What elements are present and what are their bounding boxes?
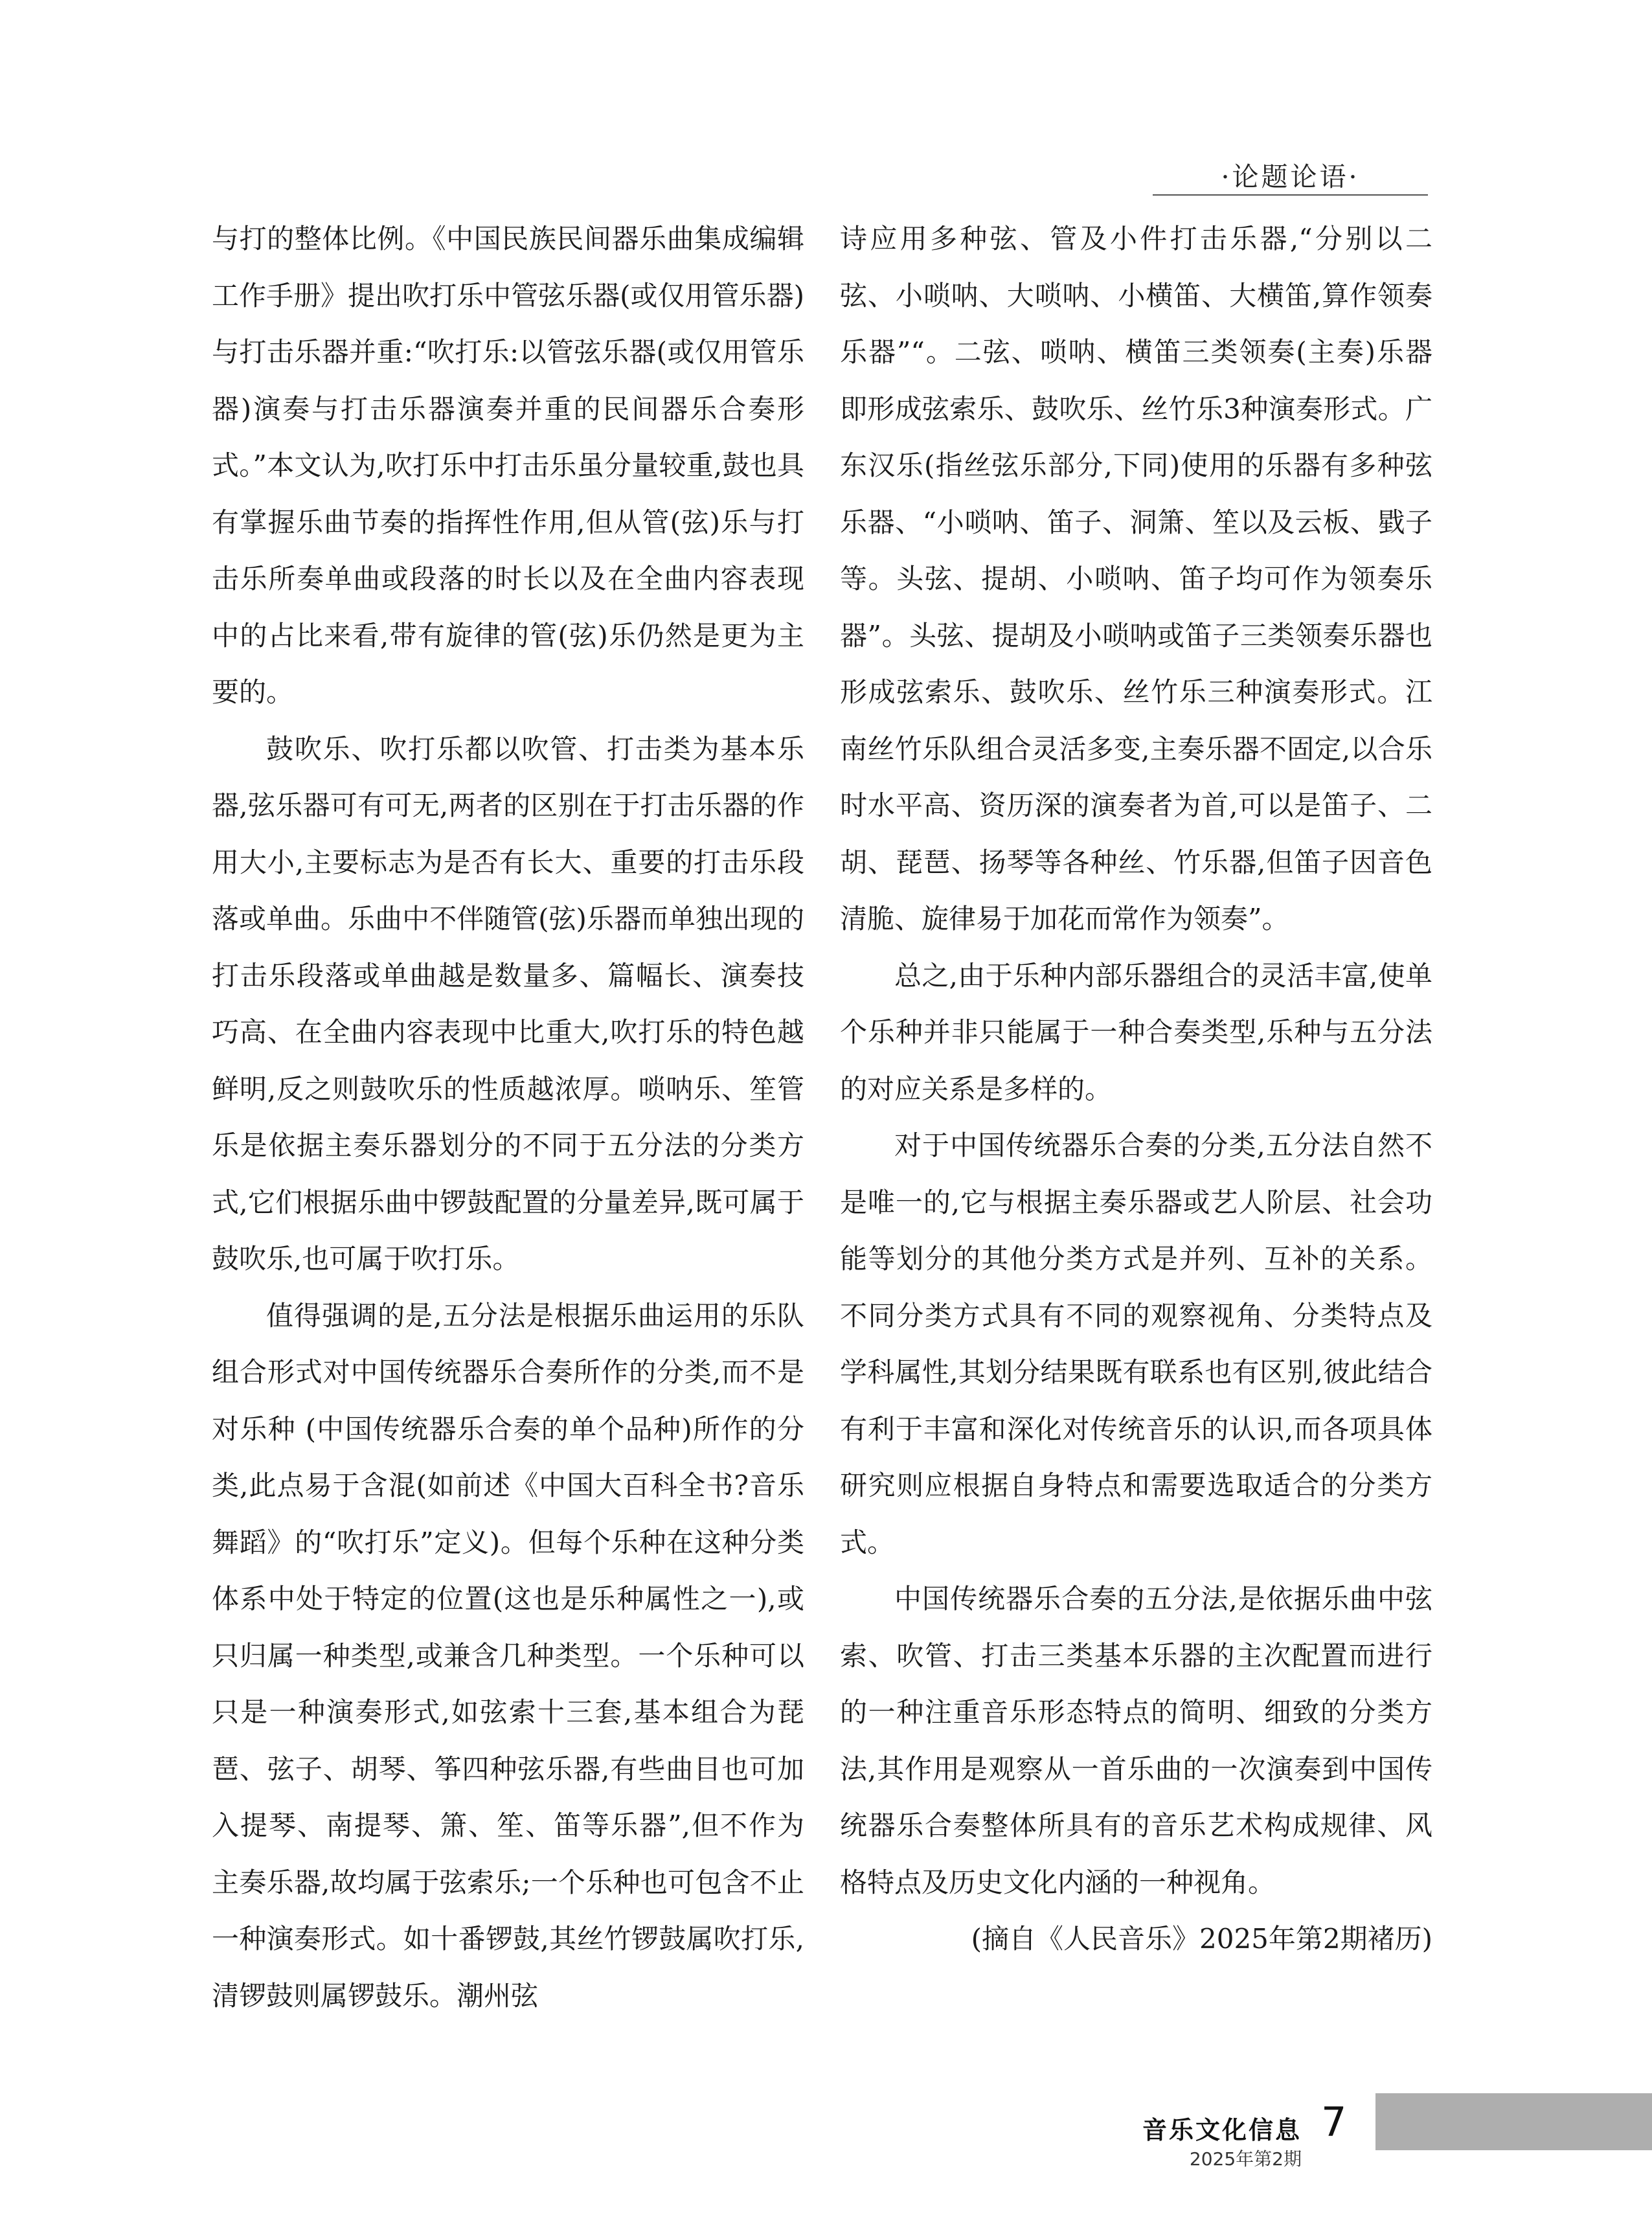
paragraph: 对于中国传统器乐合奏的分类,五分法自然不是唯一的,它与根据主奏乐器或艺人阶层、社会功能等划分的其他分类方式是并列、互补的关系。不同分类方式具有不同的观察视角、分类特点及学科属性,其划分结果既有联系也有区别,彼此结合有利于丰富和深化对传统音乐的认识,而各项具体研究则应根据自身特点和需要选取适合的分类方式。 [840, 1130, 1432, 1558]
paragraph: 值得强调的是,五分法是根据乐曲运用的乐队组合形式对中国传统器乐合奏所作的分类,而不是对乐种 (中国传统器乐合奏的单个品种)所作的分类,此点易于含混(如前述《中国大百科全书?音乐舞蹈》的“吹打乐”定义)。但每个乐种在这种分类体系中处于特定的位置(这也是乐种属性之一),或只归属一种类型,或兼含几种类型。一个乐种可以只是一种演奏形式,如弦索十三套,基本组合为琵琶、弦子、胡琴、筝四种弦乐器,有些曲目也可加入提琴、南提琴、箫、笙、笛等乐器”,但不作为主奏乐器,故均属于弦索乐;一个乐种也可包含不止一种演奏形式。如十番锣鼓,其丝竹锣鼓属吹打乐,清锣鼓则属锣鼓乐。潮州弦 [212, 1299, 804, 2012]
paragraph: 与打的整体比例。《中国民族民间器乐曲集成编辑工作手册》提出吹打乐中管弦乐器(或仅用管乐器)与打击乐器并重:“吹打乐:以管弦乐器(或仅用管乐器)演奏与打击乐器演奏并重的民间器乐合奏形式。”本文认为,吹打乐中打击乐虽分量较重,鼓也具有掌握乐曲节奏的指挥性作用,但从管(弦)乐与打击乐所奏单曲或段落的时长以及在全曲内容表现中的占比来看,带有旋律的管(弦)乐仍然是更为主要的。 [212, 223, 804, 708]
paragraph: 诗应用多种弦、管及小件打击乐器,“分别以二弦、小唢呐、大唢呐、小横笛、大横笛,算作领奏乐器”“。二弦、唢呐、横笛三类领奏(主奏)乐器即形成弦索乐、鼓吹乐、丝竹乐3种演奏形式。广东汉乐(指丝弦乐部分,下同)使用的乐器有多种弦乐器、“小唢呐、笛子、洞箫、笙以及云板、戥子等。头弦、提胡、小唢呐、笛子均可作为领奏乐器”。头弦、提胡及小唢呐或笛子三类领奏乐器也形成弦索乐、鼓吹乐、丝竹乐三种演奏形式。江南丝竹乐队组合灵活多变,主奏乐器不固定,以合乐时水平高、资历深的演奏者为首,可以是笛子、二胡、琵琶、扬琴等各种丝、竹乐器,但笛子因音色清脆、旋律易于加花而常作为领奏”。 [840, 223, 1432, 935]
paragraph: 鼓吹乐、吹打乐都以吹管、打击类为基本乐器,弦乐器可有可无,两者的区别在于打击乐器的作用大小,主要标志为是否有长大、重要的打击乐段落或单曲。乐曲中不伴随管(弦)乐器而单独出现的打击乐段落或单曲越是数量多、篇幅长、演奏技巧高、在全曲内容表现中比重大,吹打乐的特色越鲜明,反之则鼓吹乐的性质越浓厚。唢呐乐、笙管乐是依据主奏乐器划分的不同于五分法的分类方式,它们根据乐曲中锣鼓配置的分量差异,既可属于鼓吹乐,也可属于吹打乐。 [212, 733, 804, 1275]
paragraph: 总之,由于乐种内部乐器组合的灵活丰富,使单个乐种并非只能属于一种合奏类型,乐种与五分法的对应关系是多样的。 [840, 959, 1432, 1105]
section-tag: ·论题论语· [1221, 161, 1360, 192]
page-number: 7 [1321, 2098, 1347, 2146]
footer-magazine-title: 音乐文化信息 [1142, 2115, 1302, 2144]
footer-bar [1375, 2093, 1652, 2150]
section-rule [1153, 194, 1428, 196]
source-note: (摘自《人民音乐》2025年第2期褚历) [971, 1923, 1432, 1955]
left-column [212, 210, 804, 2024]
paragraph: 中国传统器乐合奏的五分法,是依据乐曲中弦索、吹管、打击三类基本乐器的主次配置而进行的一种注重音乐形态特点的简明、细致的分类方法,其作用是观察从一首乐曲的一次演奏到中国传统器乐合奏整体所具有的音乐艺术构成规律、风格特点及历史文化内涵的一种视角。 [840, 1583, 1432, 1898]
footer-issue: 2025年第2期 [1189, 2148, 1302, 2170]
right-column [840, 210, 1432, 1968]
